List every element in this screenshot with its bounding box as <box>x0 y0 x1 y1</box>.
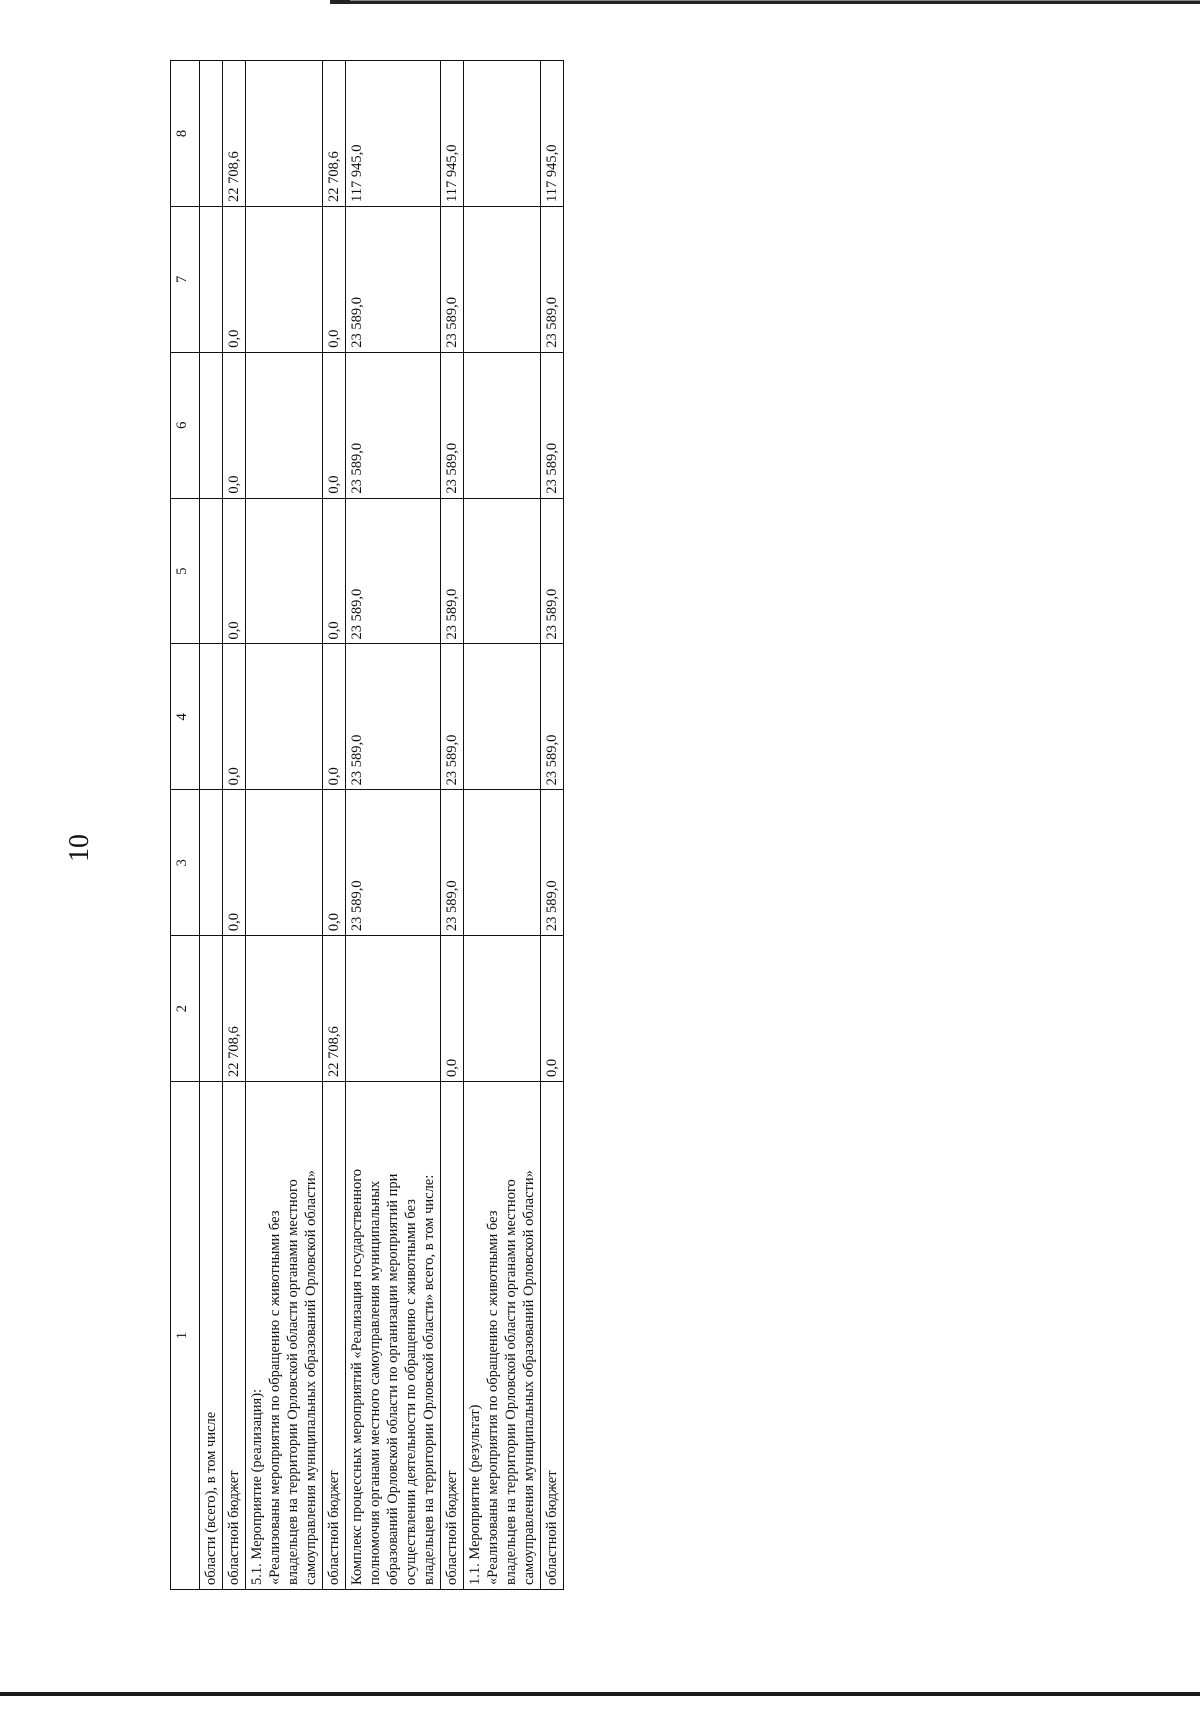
value-cell: 23 589,0 <box>441 790 464 936</box>
row-label-cell <box>541 1082 564 1590</box>
value-cell: 23 589,0 <box>346 498 441 644</box>
row-label-line: области (всего), в том числе <box>203 1411 219 1585</box>
column-number-row <box>171 61 200 1590</box>
value-cell <box>346 936 441 1082</box>
value-cell: 23 589,0 <box>541 206 564 352</box>
table-row <box>323 61 346 1590</box>
value-cell: 0,0 <box>323 790 346 936</box>
value-cell <box>246 352 323 498</box>
value-cell: 23 589,0 <box>346 352 441 498</box>
value-cell: 22 708,6 <box>323 61 346 207</box>
value-cell: 23 589,0 <box>541 790 564 936</box>
row-label-line: 5.1. Мероприятие (реализация): <box>249 1388 265 1585</box>
value-cell <box>246 498 323 644</box>
value-cell: 0,0 <box>223 790 246 936</box>
row-label-cell <box>223 1082 246 1590</box>
budget-table <box>170 60 564 1590</box>
value-cell <box>464 790 541 936</box>
table-row <box>346 61 441 1590</box>
row-label-line: самоуправления муниципальных образований Орловской области» <box>521 1170 537 1585</box>
table-row <box>200 61 223 1590</box>
column-header: 1 <box>171 1082 200 1590</box>
row-label-line: областной бюджет <box>444 1470 460 1585</box>
value-cell <box>200 61 223 207</box>
value-cell: 23 589,0 <box>441 498 464 644</box>
row-label-cell <box>346 1082 441 1590</box>
value-cell: 0,0 <box>223 644 246 790</box>
value-cell: 22 708,6 <box>223 936 246 1082</box>
row-label-line: «Реализованы мероприятия по обращению с животными без <box>485 1210 501 1585</box>
row-label-cell <box>464 1082 541 1590</box>
table-row <box>441 61 464 1590</box>
value-cell <box>464 498 541 644</box>
row-label-line: полномочия органами местного самоуправления муниципальных <box>367 1180 383 1585</box>
value-cell: 0,0 <box>223 206 246 352</box>
row-label-line: Комплекс процессных мероприятий «Реализация государственного <box>349 1168 365 1585</box>
table-row <box>223 61 246 1590</box>
row-label-line: владельцев на территории Орловской области» всего, в том числе: <box>421 1174 437 1585</box>
table-row <box>541 61 564 1590</box>
value-cell: 0,0 <box>541 936 564 1082</box>
value-cell: 22 708,6 <box>323 936 346 1082</box>
row-label-cell <box>441 1082 464 1590</box>
row-label-line: 1.1. Мероприятие (результат) <box>467 1404 483 1585</box>
value-cell: 0,0 <box>323 498 346 644</box>
page-number: 10 <box>64 834 95 862</box>
value-cell: 23 589,0 <box>541 644 564 790</box>
value-cell: 0,0 <box>223 498 246 644</box>
value-cell <box>246 206 323 352</box>
row-label-line: самоуправления муниципальных образований Орловской области» <box>303 1170 319 1585</box>
column-header: 3 <box>171 790 200 936</box>
value-cell: 23 589,0 <box>346 206 441 352</box>
value-cell: 0,0 <box>323 644 346 790</box>
scan-top-rule-thin <box>350 0 1200 1</box>
value-cell <box>246 644 323 790</box>
value-cell: 117 945,0 <box>541 61 564 207</box>
row-label-line: владельцев на территории Орловской области органами местного <box>285 1179 301 1585</box>
row-label-line: областной бюджет <box>326 1470 342 1585</box>
value-cell <box>246 936 323 1082</box>
row-label-line: образований Орловской области по организации мероприятий при <box>385 1173 401 1585</box>
value-cell <box>200 936 223 1082</box>
rotated-table-wrapper <box>170 60 625 1590</box>
value-cell: 0,0 <box>323 206 346 352</box>
table-row <box>246 61 323 1590</box>
value-cell: 23 589,0 <box>541 352 564 498</box>
value-cell: 23 589,0 <box>441 644 464 790</box>
value-cell <box>200 206 223 352</box>
row-label-line: осуществлении деятельности по обращению с животными без <box>403 1199 419 1585</box>
table-row <box>464 61 541 1590</box>
row-label-line: «Реализованы мероприятия по обращению с животными без <box>267 1210 283 1585</box>
value-cell: 23 589,0 <box>346 644 441 790</box>
column-header: 6 <box>171 352 200 498</box>
column-header: 4 <box>171 644 200 790</box>
value-cell <box>246 61 323 207</box>
value-cell: 0,0 <box>323 352 346 498</box>
value-cell: 0,0 <box>441 936 464 1082</box>
value-cell: 117 945,0 <box>441 61 464 207</box>
value-cell: 23 589,0 <box>441 352 464 498</box>
value-cell <box>464 206 541 352</box>
value-cell: 23 589,0 <box>541 498 564 644</box>
column-header: 5 <box>171 498 200 644</box>
row-label-cell <box>323 1082 346 1590</box>
row-label-line: областной бюджет <box>544 1470 560 1585</box>
row-label-cell <box>200 1082 223 1590</box>
value-cell <box>246 790 323 936</box>
row-label-line: владельцев на территории Орловской области органами местного <box>503 1179 519 1585</box>
scan-bottom-rule <box>0 1692 1200 1696</box>
value-cell <box>464 61 541 207</box>
table-body <box>200 61 564 1590</box>
value-cell: 23 589,0 <box>346 790 441 936</box>
value-cell <box>464 644 541 790</box>
value-cell: 0,0 <box>223 352 246 498</box>
column-header: 8 <box>171 61 200 207</box>
value-cell <box>464 352 541 498</box>
value-cell <box>200 498 223 644</box>
value-cell: 117 945,0 <box>346 61 441 207</box>
value-cell <box>200 644 223 790</box>
value-cell <box>200 352 223 498</box>
column-header: 7 <box>171 206 200 352</box>
value-cell: 23 589,0 <box>441 206 464 352</box>
value-cell <box>464 936 541 1082</box>
row-label-cell <box>246 1082 323 1590</box>
column-header: 2 <box>171 936 200 1082</box>
row-label-line: областной бюджет <box>226 1470 242 1585</box>
value-cell <box>200 790 223 936</box>
value-cell: 22 708,6 <box>223 61 246 207</box>
